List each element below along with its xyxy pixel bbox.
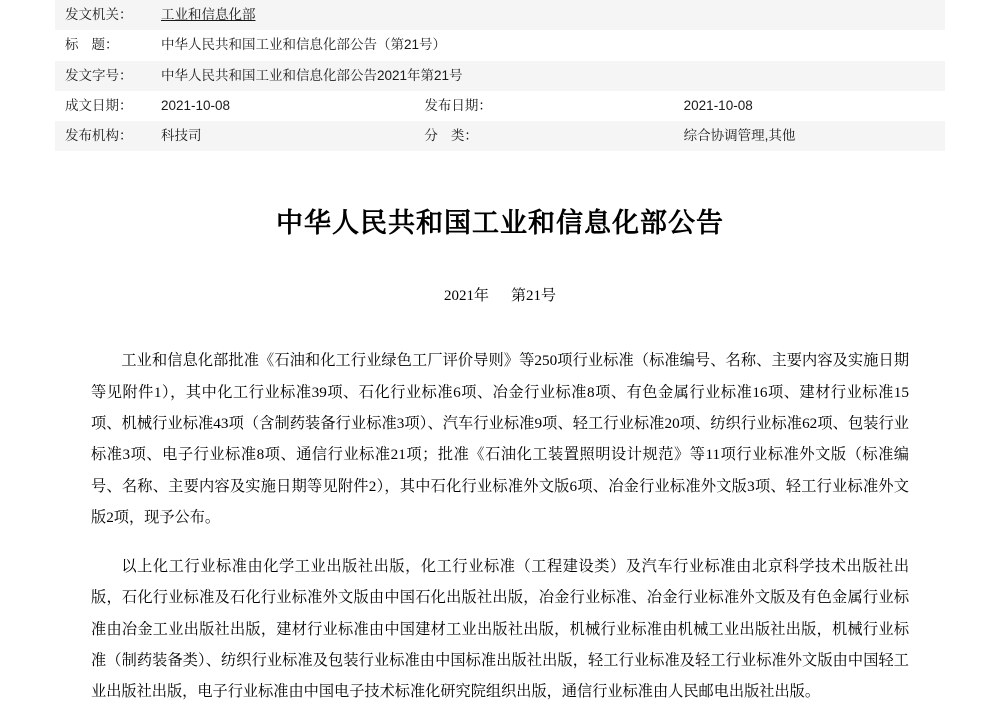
- metadata-label-written-date: 成文日期：: [65, 97, 133, 113]
- metadata-value-issuing-agency: [161, 0, 945, 30]
- metadata-value-publishing-org: 科技司: [161, 121, 422, 151]
- metadata-label-published-date: 发布日期：: [424, 97, 492, 113]
- metadata-label-title-part1: 标: [65, 37, 92, 53]
- metadata-value-written-date: 2021-10-08: [161, 97, 231, 113]
- metadata-label-publishing-org: 发布机构：: [55, 121, 161, 151]
- document-body: [91, 345, 909, 707]
- page-title: 中华人民共和国工业和信息化部公告: [276, 208, 724, 239]
- metadata-value-category: 综合协调管理,其他: [684, 121, 945, 151]
- metadata-row-dates: [55, 91, 945, 121]
- metadata-value-published-date: 2021-10-08: [683, 97, 753, 113]
- metadata-label-issuing-agency: 发文机关：: [55, 0, 161, 30]
- metadata-label-document-number: 发文字号：: [55, 61, 161, 91]
- body-paragraph-1: 工业和信息化部批准《石油和化工行业绿色工厂评价导则》等250项行业标准（标准编号、名称、主要内容及实施日期等见附件1），其中化工行业标准39项、石化行业标准6项、冶金行业标准8项、有色金属行业标准16项、建材行业标准15项、机械行业标准43项（含制药装备行业标准3项）、汽车行业标准9项、轻工行业标准20项、纺织行业标准62项、包装行业标准3项、电子行业标准8项、通信行业标准21项；批准《石油化工装置照明设计规范》等11项行业标准外文版（标准编号、名称、主要内容及实施日期等见附件2），其中石化行业标准外文版6项、冶金行业标准外文版3项、轻工行业标准外文版2项，现予公布。: [91, 352, 909, 526]
- metadata-label-category-part2: 类：: [450, 128, 478, 143]
- metadata-value-document-number: 中华人民共和国工业和信息化部公告2021年第21号: [161, 61, 945, 91]
- metadata-value-title: 中华人民共和国工业和信息化部公告（第21号）: [161, 37, 447, 53]
- metadata-label-category: [422, 121, 683, 151]
- metadata-row-org-category: [55, 121, 945, 151]
- document-number-line: [0, 284, 1000, 305]
- metadata-label-title: [55, 30, 161, 60]
- metadata-label-category-part1: 分: [424, 128, 451, 143]
- document-metadata-table: [55, 0, 945, 151]
- issuing-agency-link[interactable]: 工业和信息化部: [161, 7, 256, 22]
- metadata-row-title: [55, 30, 945, 60]
- metadata-row-issuing-agency: [55, 0, 945, 30]
- metadata-label-title-part2: 题：: [91, 37, 119, 53]
- document-year: 2021年: [443, 288, 489, 305]
- body-paragraph-2: 以上化工行业标准由化学工业出版社出版，化工行业标准（工程建设类）及汽车行业标准由北京科学技术出版社出版，石化行业标准及石化行业标准外文版由中国石化出版社出版，冶金行业标准、冶金行业标准外文版及有色金属行业标准由冶金工业出版社出版，建材行业标准由中国建材工业出版社出版，机械行业标准由机械工业出版社出版，机械行业标准（制药装备类）、纺织行业标准及包装行业标准由中国标准出版社出版，轻工行业标准及轻工行业标准外文版由中国轻工业出版社出版，电子行业标准由中国电子技术标准化研究院组织出版，通信行业标准由人民邮电出版社出版。: [91, 558, 909, 701]
- document-issue-number: 第21号: [511, 288, 557, 305]
- metadata-row-document-number: [55, 61, 945, 91]
